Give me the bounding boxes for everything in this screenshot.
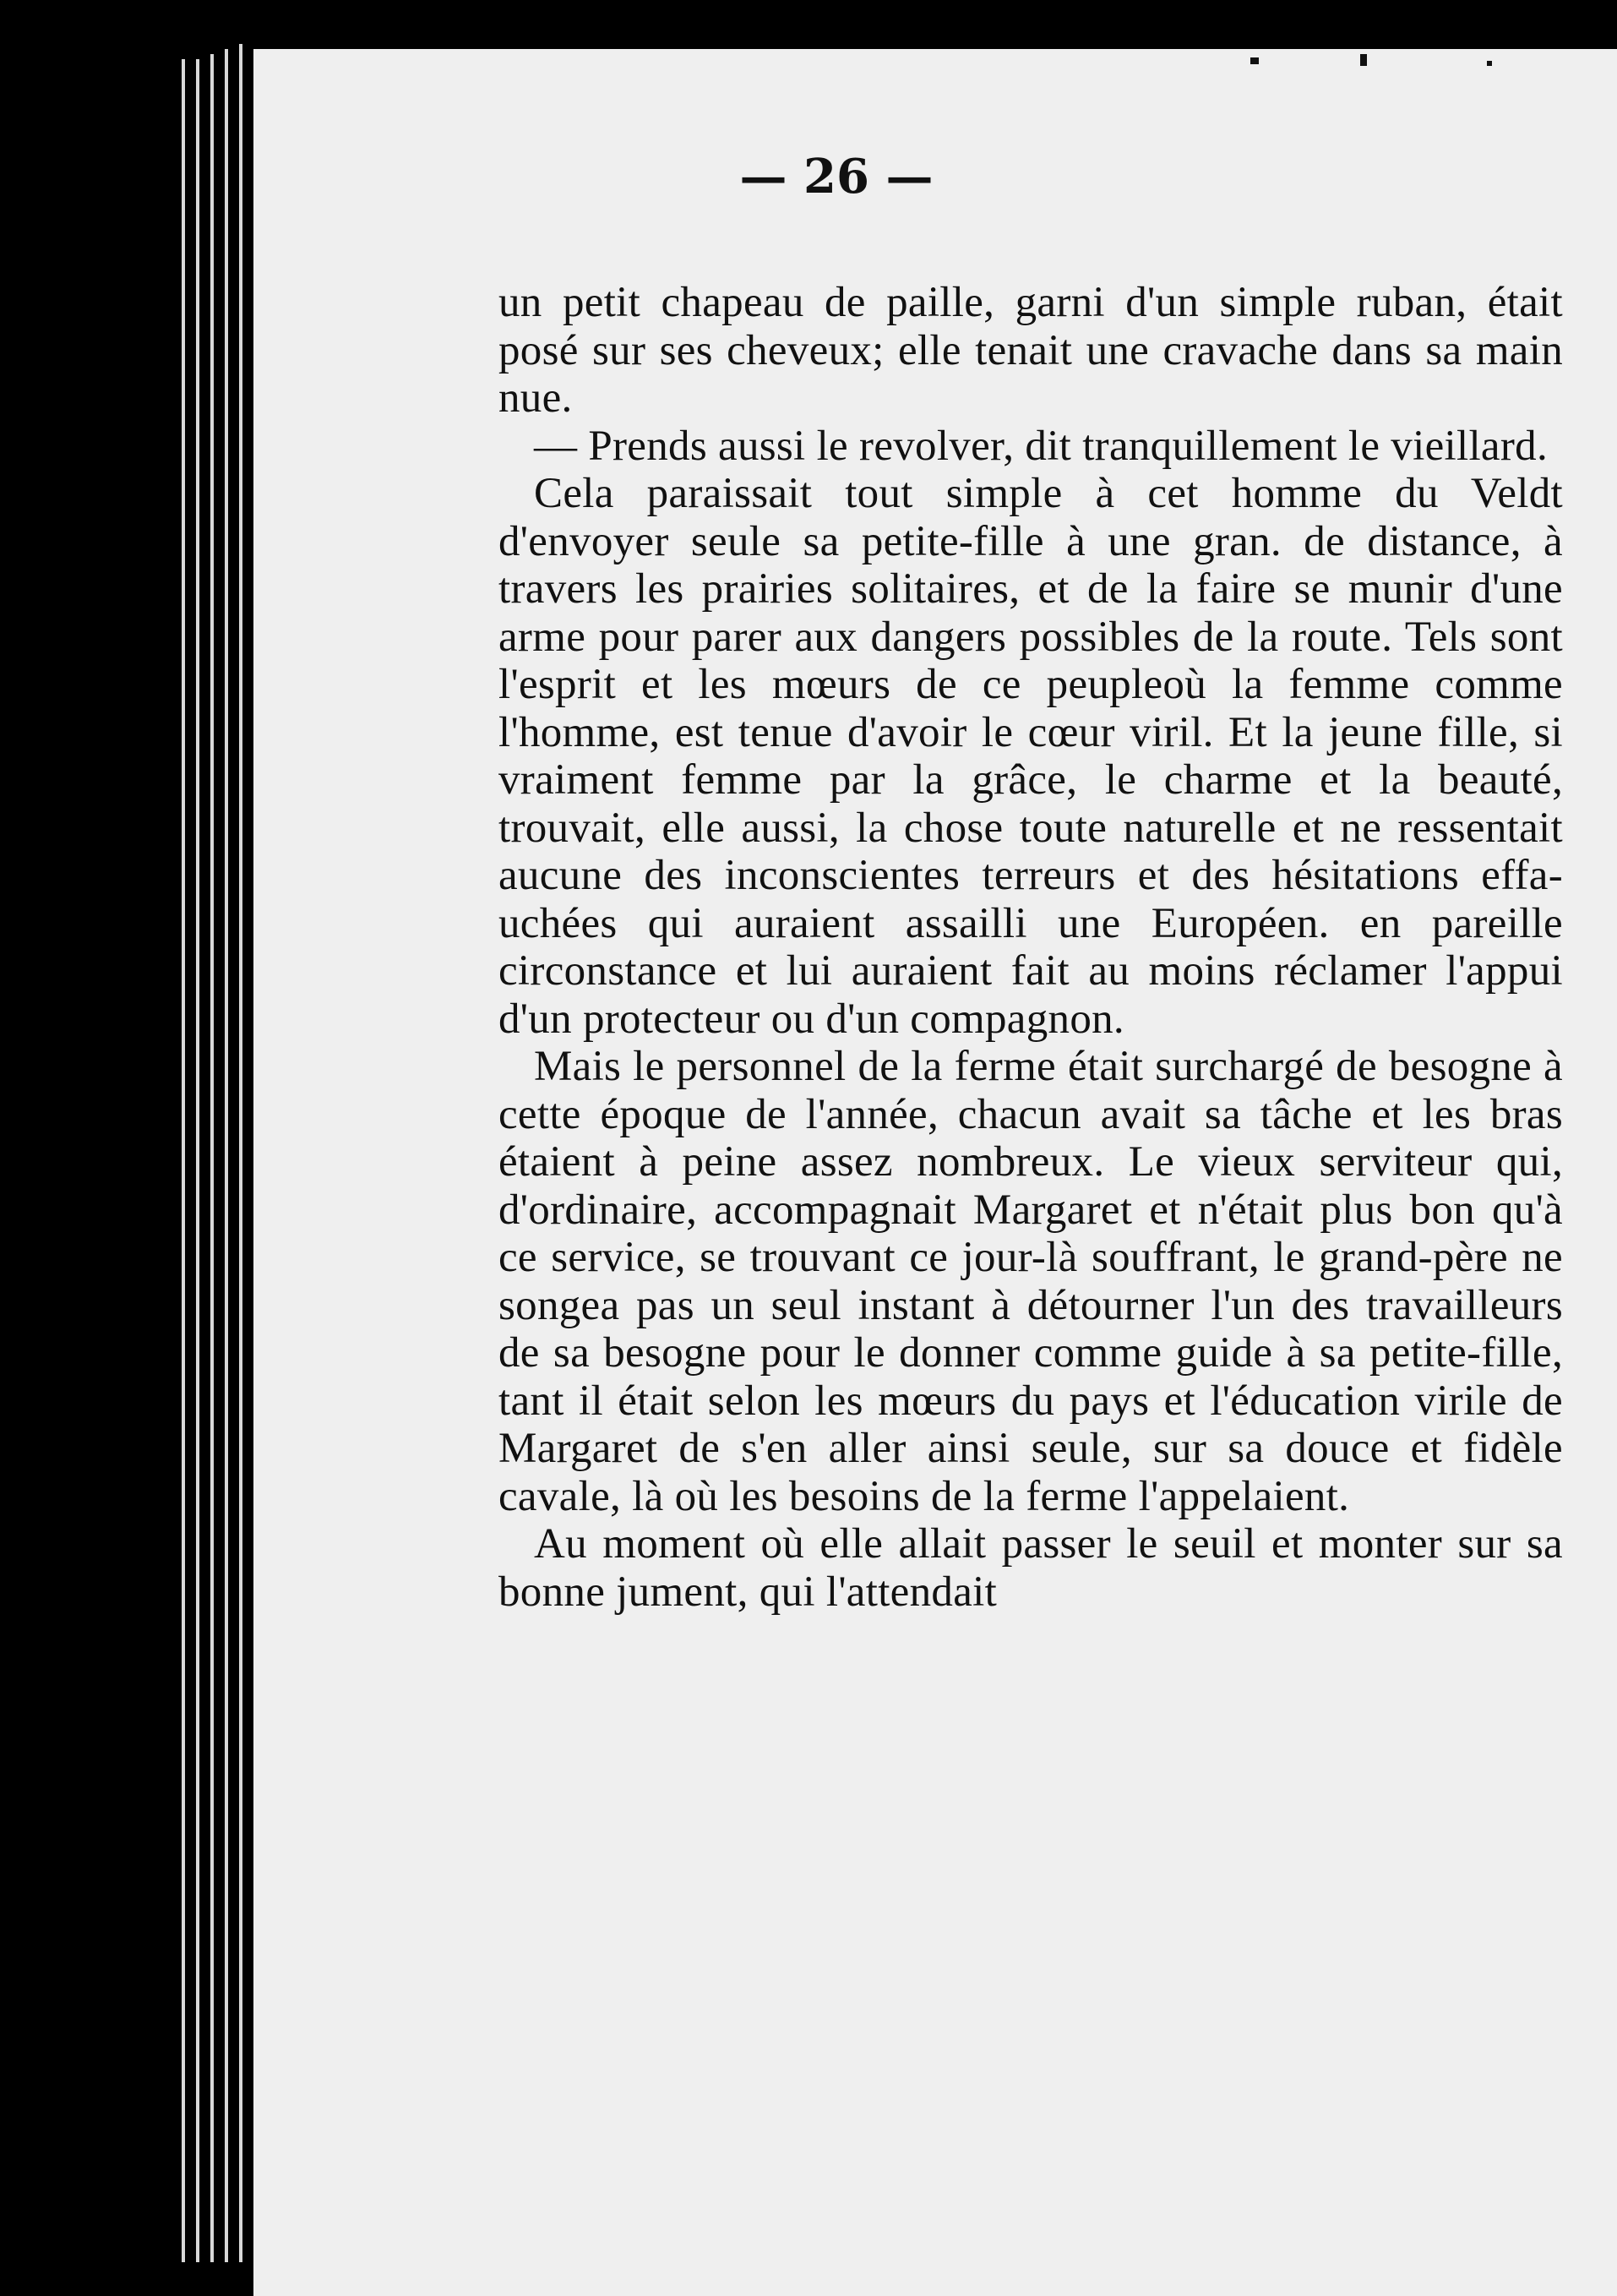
page-number: — 26 — [739,149,934,205]
body-text [498,279,1563,1616]
paragraph: Cela paraissait tout simple à cet homme du Veldt d'envoyer seule sa petite-fille à une gran. de distance, à travers les prairies solitaires, et de la faire se munir d'une arme pour parer aux dangers possibles de la route. Tels sont l'esprit et les mœurs de ce peupleoù la femme comme l'homme, est tenue d'avoir le cœur viril. Et la jeune fille, si vraiment femme par la grâce, le charme et la beauté, trouvait, elle aussi, la chose toute naturelle et ne ressentait aucune des inconscientes terreurs et des hésitations effa- uchées qui auraient assailli une Européen. en pareille circonstance et lui auraient fait au moins réclamer l'appui d'un protecteur ou d'un compagnon. [498,470,1563,1043]
page-edge [239,44,242,2262]
paragraph: Mais le personnel de la ferme était surchargé de besogne à cette époque de l'année, chacun avait sa tâche et les bras étaient à peine assez nombreux. Le vieux serviteur qui, d'ordinaire, accompagnait Margaret et n'était plus bon qu'à ce service, se trouvant ce jour-là souffrant, le grand-père ne songea pas un seul instant à détourner l'un des travailleurs de sa besogne pour le donner comme guide à sa petite-fille, tant il était selon les mœurs du pays et l'éducation virile de Margaret de s'en aller ainsi seule, sur sa douce et fidèle cavale, là où les besoins de la ferme l'appelaient. [498,1043,1563,1520]
paragraph: — Prends aussi le revolver, dit tranquillement le vieillard. [534,422,1548,470]
scan-speck [1360,54,1367,66]
page-edge [196,59,199,2262]
paragraph: Au moment où elle allait passer le seuil et monter sur sa bonne jument, qui l'attendait [498,1520,1563,1616]
paragraph: un petit chapeau de paille, garni d'un simple ruban, était posé sur ses cheveux; elle tenait une cravache dans sa main nue. [498,279,1563,422]
page-edge [182,59,185,2262]
scan-speck [1487,61,1492,66]
page-edge [210,54,214,2262]
page-edge [225,49,228,2262]
scan-speck [1250,57,1259,64]
